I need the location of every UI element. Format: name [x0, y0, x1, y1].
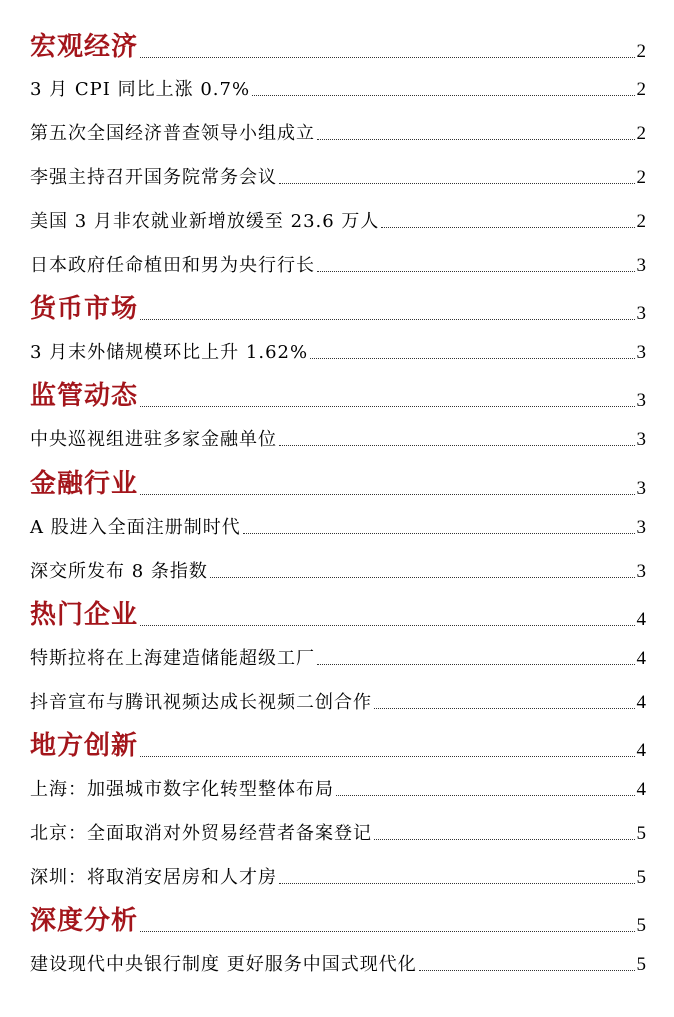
toc-page-number: 3 — [636, 478, 646, 499]
toc-section[interactable] — [30, 463, 646, 500]
dot-leader — [140, 931, 634, 932]
toc-page-number: 4 — [636, 779, 646, 800]
toc-page-number: 5 — [636, 867, 646, 888]
toc-entry-title: 深交所发布 8 条指数 — [30, 561, 208, 582]
dot-leader — [252, 95, 634, 96]
toc-page-number: 4 — [636, 692, 646, 713]
toc-page-number: 3 — [636, 517, 646, 538]
toc-page-number: 4 — [636, 609, 646, 630]
toc-section-title: 深度分析 — [30, 906, 139, 936]
toc-entry-title: 第五次全国经济普查领导小组成立 — [30, 123, 315, 144]
dot-leader — [140, 319, 634, 320]
toc-entry-title: 特斯拉将在上海建造储能超级工厂 — [30, 648, 315, 669]
dot-leader — [317, 271, 635, 272]
toc-entry-title: 中央巡视组进驻多家金融单位 — [30, 429, 277, 450]
toc-page-number: 4 — [636, 648, 646, 669]
toc-section-title: 监管动态 — [30, 381, 139, 411]
toc-section[interactable] — [30, 594, 646, 631]
toc-entry[interactable] — [30, 119, 646, 145]
dot-leader — [140, 494, 634, 495]
dot-leader — [279, 183, 635, 184]
toc-entry[interactable] — [30, 207, 646, 233]
dot-leader — [381, 227, 634, 228]
toc-entry-title: 抖音宣布与腾讯视频达成长视频二创合作 — [30, 692, 372, 713]
toc-entry[interactable] — [30, 644, 646, 670]
toc-entry[interactable] — [30, 950, 646, 976]
toc-entry[interactable] — [30, 775, 646, 801]
toc-section[interactable] — [30, 725, 646, 762]
dot-leader — [140, 406, 634, 407]
toc-section[interactable] — [30, 288, 646, 325]
toc-entry[interactable] — [30, 513, 646, 539]
dot-leader — [336, 795, 635, 796]
toc-section-title: 金融行业 — [30, 469, 139, 499]
dot-leader — [374, 708, 635, 709]
toc-entry-title: 3 月 CPI 同比上涨 0.7% — [30, 79, 251, 100]
dot-leader — [243, 533, 635, 534]
toc-section-title: 宏观经济 — [30, 32, 139, 62]
toc-entry-title: 深圳：将取消安居房和人才房 — [30, 867, 277, 888]
toc-entry[interactable] — [30, 163, 646, 189]
toc-entry-title: 日本政府任命植田和男为央行行长 — [30, 255, 315, 276]
toc-entry[interactable] — [30, 557, 646, 583]
dot-leader — [210, 577, 635, 578]
toc-entry-title: 北京：全面取消对外贸易经营者备案登记 — [30, 823, 372, 844]
toc-entry[interactable] — [30, 819, 646, 845]
toc-page-number: 2 — [636, 79, 646, 100]
toc-page-number: 3 — [636, 303, 646, 324]
toc-page-number: 3 — [636, 429, 646, 450]
toc-page-number: 2 — [636, 123, 646, 144]
dot-leader — [140, 57, 634, 58]
toc-entry-title: 上海：加强城市数字化转型整体布局 — [30, 779, 334, 800]
toc-entry-title: A 股进入全面注册制时代 — [30, 517, 241, 538]
toc-page-number: 4 — [636, 740, 646, 761]
toc-entry-title: 李强主持召开国务院常务会议 — [30, 167, 277, 188]
toc-entry-title: 美国 3 月非农就业新增放缓至 23.6 万人 — [30, 211, 380, 232]
toc-entry[interactable] — [30, 75, 646, 101]
dot-leader — [279, 445, 635, 446]
toc-section[interactable] — [30, 375, 646, 412]
dot-leader — [317, 664, 635, 665]
toc-entry-title: 建设现代中央银行制度 更好服务中国式现代化 — [30, 954, 417, 975]
toc-page-number: 3 — [636, 390, 646, 411]
dot-leader — [419, 970, 635, 971]
toc-entry[interactable] — [30, 425, 646, 451]
toc-section-title: 地方创新 — [30, 731, 139, 761]
toc-entry[interactable] — [30, 251, 646, 277]
dot-leader — [317, 139, 635, 140]
dot-leader — [310, 358, 634, 359]
toc-page-number: 2 — [636, 41, 646, 62]
toc-entry[interactable] — [30, 338, 646, 364]
toc-entry[interactable] — [30, 863, 646, 889]
dot-leader — [374, 839, 635, 840]
toc-section-title: 货币市场 — [30, 294, 139, 324]
toc-entry-title: 3 月末外储规模环比上升 1.62% — [30, 342, 309, 363]
toc-page-number: 3 — [636, 255, 646, 276]
toc-page-number: 5 — [636, 954, 646, 975]
toc-section[interactable] — [30, 26, 646, 63]
toc-section[interactable] — [30, 900, 646, 937]
toc-page-number: 5 — [636, 823, 646, 844]
dot-leader — [140, 756, 634, 757]
toc-entry[interactable] — [30, 688, 646, 714]
toc-page-number: 2 — [636, 167, 646, 188]
toc-page-number: 3 — [636, 342, 646, 363]
toc-page-number: 3 — [636, 561, 646, 582]
toc-section-title: 热门企业 — [30, 600, 139, 630]
toc-page-number: 5 — [636, 915, 646, 936]
dot-leader — [140, 625, 634, 626]
toc-page-number: 2 — [636, 211, 646, 232]
dot-leader — [279, 883, 635, 884]
